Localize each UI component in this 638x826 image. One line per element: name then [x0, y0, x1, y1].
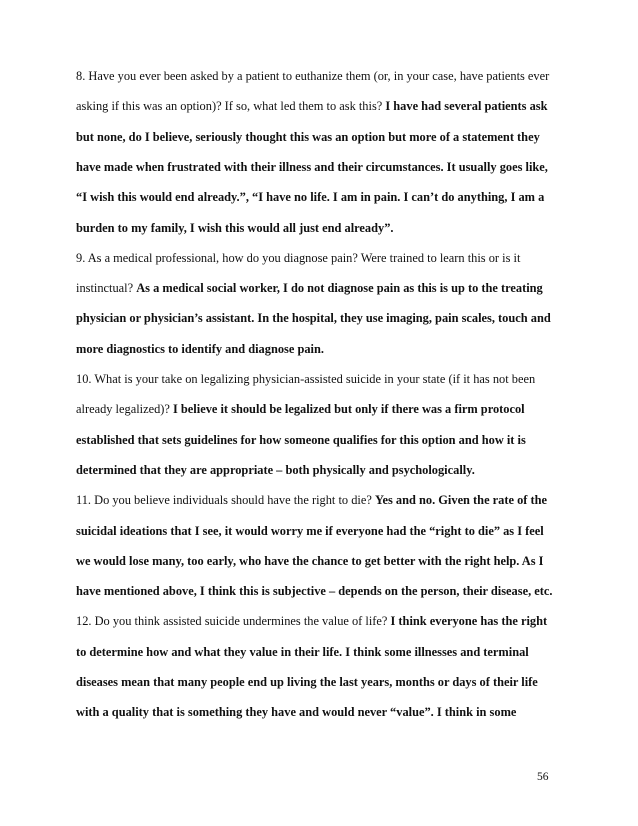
question-text: 9. As a medical professional, how do you diagnose pain? Were trained to learn this or is it [76, 250, 521, 265]
answer-text: I think everyone has the right [390, 614, 548, 629]
text-line [76, 492, 547, 508]
answer-text: with a quality that is something they have and would never “value”. I think in some [76, 705, 517, 720]
text-line [76, 523, 544, 539]
answer-text: suicidal ideations that I see, it would worry me if everyone had the “right to die” as I feel [76, 523, 544, 538]
answer-text: have made when frustrated with their illness and their circumstances. It usually goes like, [76, 159, 548, 174]
question-text: 10. What is your take on legalizing physician-assisted suicide in your state (if it has not been [76, 372, 536, 386]
text-line [76, 250, 520, 266]
question-text: 11. Do you believe individuals should have the right to die? [76, 493, 375, 508]
text-line [76, 583, 553, 599]
text-line [76, 159, 548, 175]
answer-text: I believe it should be legalized but only if there was a firm protocol [173, 402, 525, 417]
answer-text: we would lose many, too early, who have the chance to get better with the right help. As I [76, 553, 544, 568]
question-text: instinctual? [76, 281, 137, 296]
answer-text: but none, do I believe, seriously thought this was an option but more of a statement they [76, 129, 540, 144]
question-text: 8. Have you ever been asked by a patient to euthanize them (or, in your case, have patients ever [76, 69, 550, 83]
text-line [76, 220, 394, 236]
text-line [76, 280, 543, 296]
text-line [76, 129, 540, 145]
answer-text: have mentioned above, I think this is subjective – depends on the person, their disease, etc. [76, 584, 553, 599]
question-text: 12. Do you think assisted suicide undermines the value of life? [76, 614, 391, 629]
text-line [76, 401, 525, 417]
answer-text: “I wish this would end already.”, “I have no life. I am in pain. I can’t do anything, I am a [76, 190, 545, 205]
text-line [76, 432, 526, 448]
text-line [76, 553, 544, 569]
text-line [76, 371, 535, 387]
question-text: already legalized)? [76, 402, 173, 417]
text-line [76, 341, 324, 357]
answer-text: Yes and no. Given the rate of the [374, 493, 548, 508]
answer-text: As a medical social worker, I do not diagnose pain as this is up to the treating [136, 281, 543, 296]
text-line [76, 674, 538, 690]
text-line [76, 68, 549, 84]
answer-text: physician or physician’s assistant. In the hospital, they use imaging, pain scales, touch and [76, 311, 551, 326]
answer-text: more diagnostics to identify and diagnose pain. [76, 341, 324, 356]
text-line [76, 644, 529, 660]
text-line [76, 462, 475, 478]
answer-text: established that sets guidelines for how someone qualifies for this option and how it is [76, 432, 526, 447]
answer-text: to determine how and what they value in their life. I think some illnesses and terminal [76, 644, 529, 659]
text-line [76, 98, 548, 114]
text-line [76, 613, 547, 629]
text-line [76, 310, 551, 326]
answer-text: I have had several patients ask [385, 99, 548, 114]
page-number: 56 [537, 771, 549, 783]
text-line [76, 189, 544, 205]
answer-text: diseases mean that many people end up living the last years, months or days of their life [76, 675, 538, 689]
answer-text: determined that they are appropriate – both physically and psychologically. [76, 462, 475, 477]
answer-text: burden to my family, I wish this would all just end already”. [76, 220, 394, 235]
text-line [76, 704, 516, 720]
question-text: asking if this was an option)? If so, what led them to ask this? [76, 99, 386, 114]
